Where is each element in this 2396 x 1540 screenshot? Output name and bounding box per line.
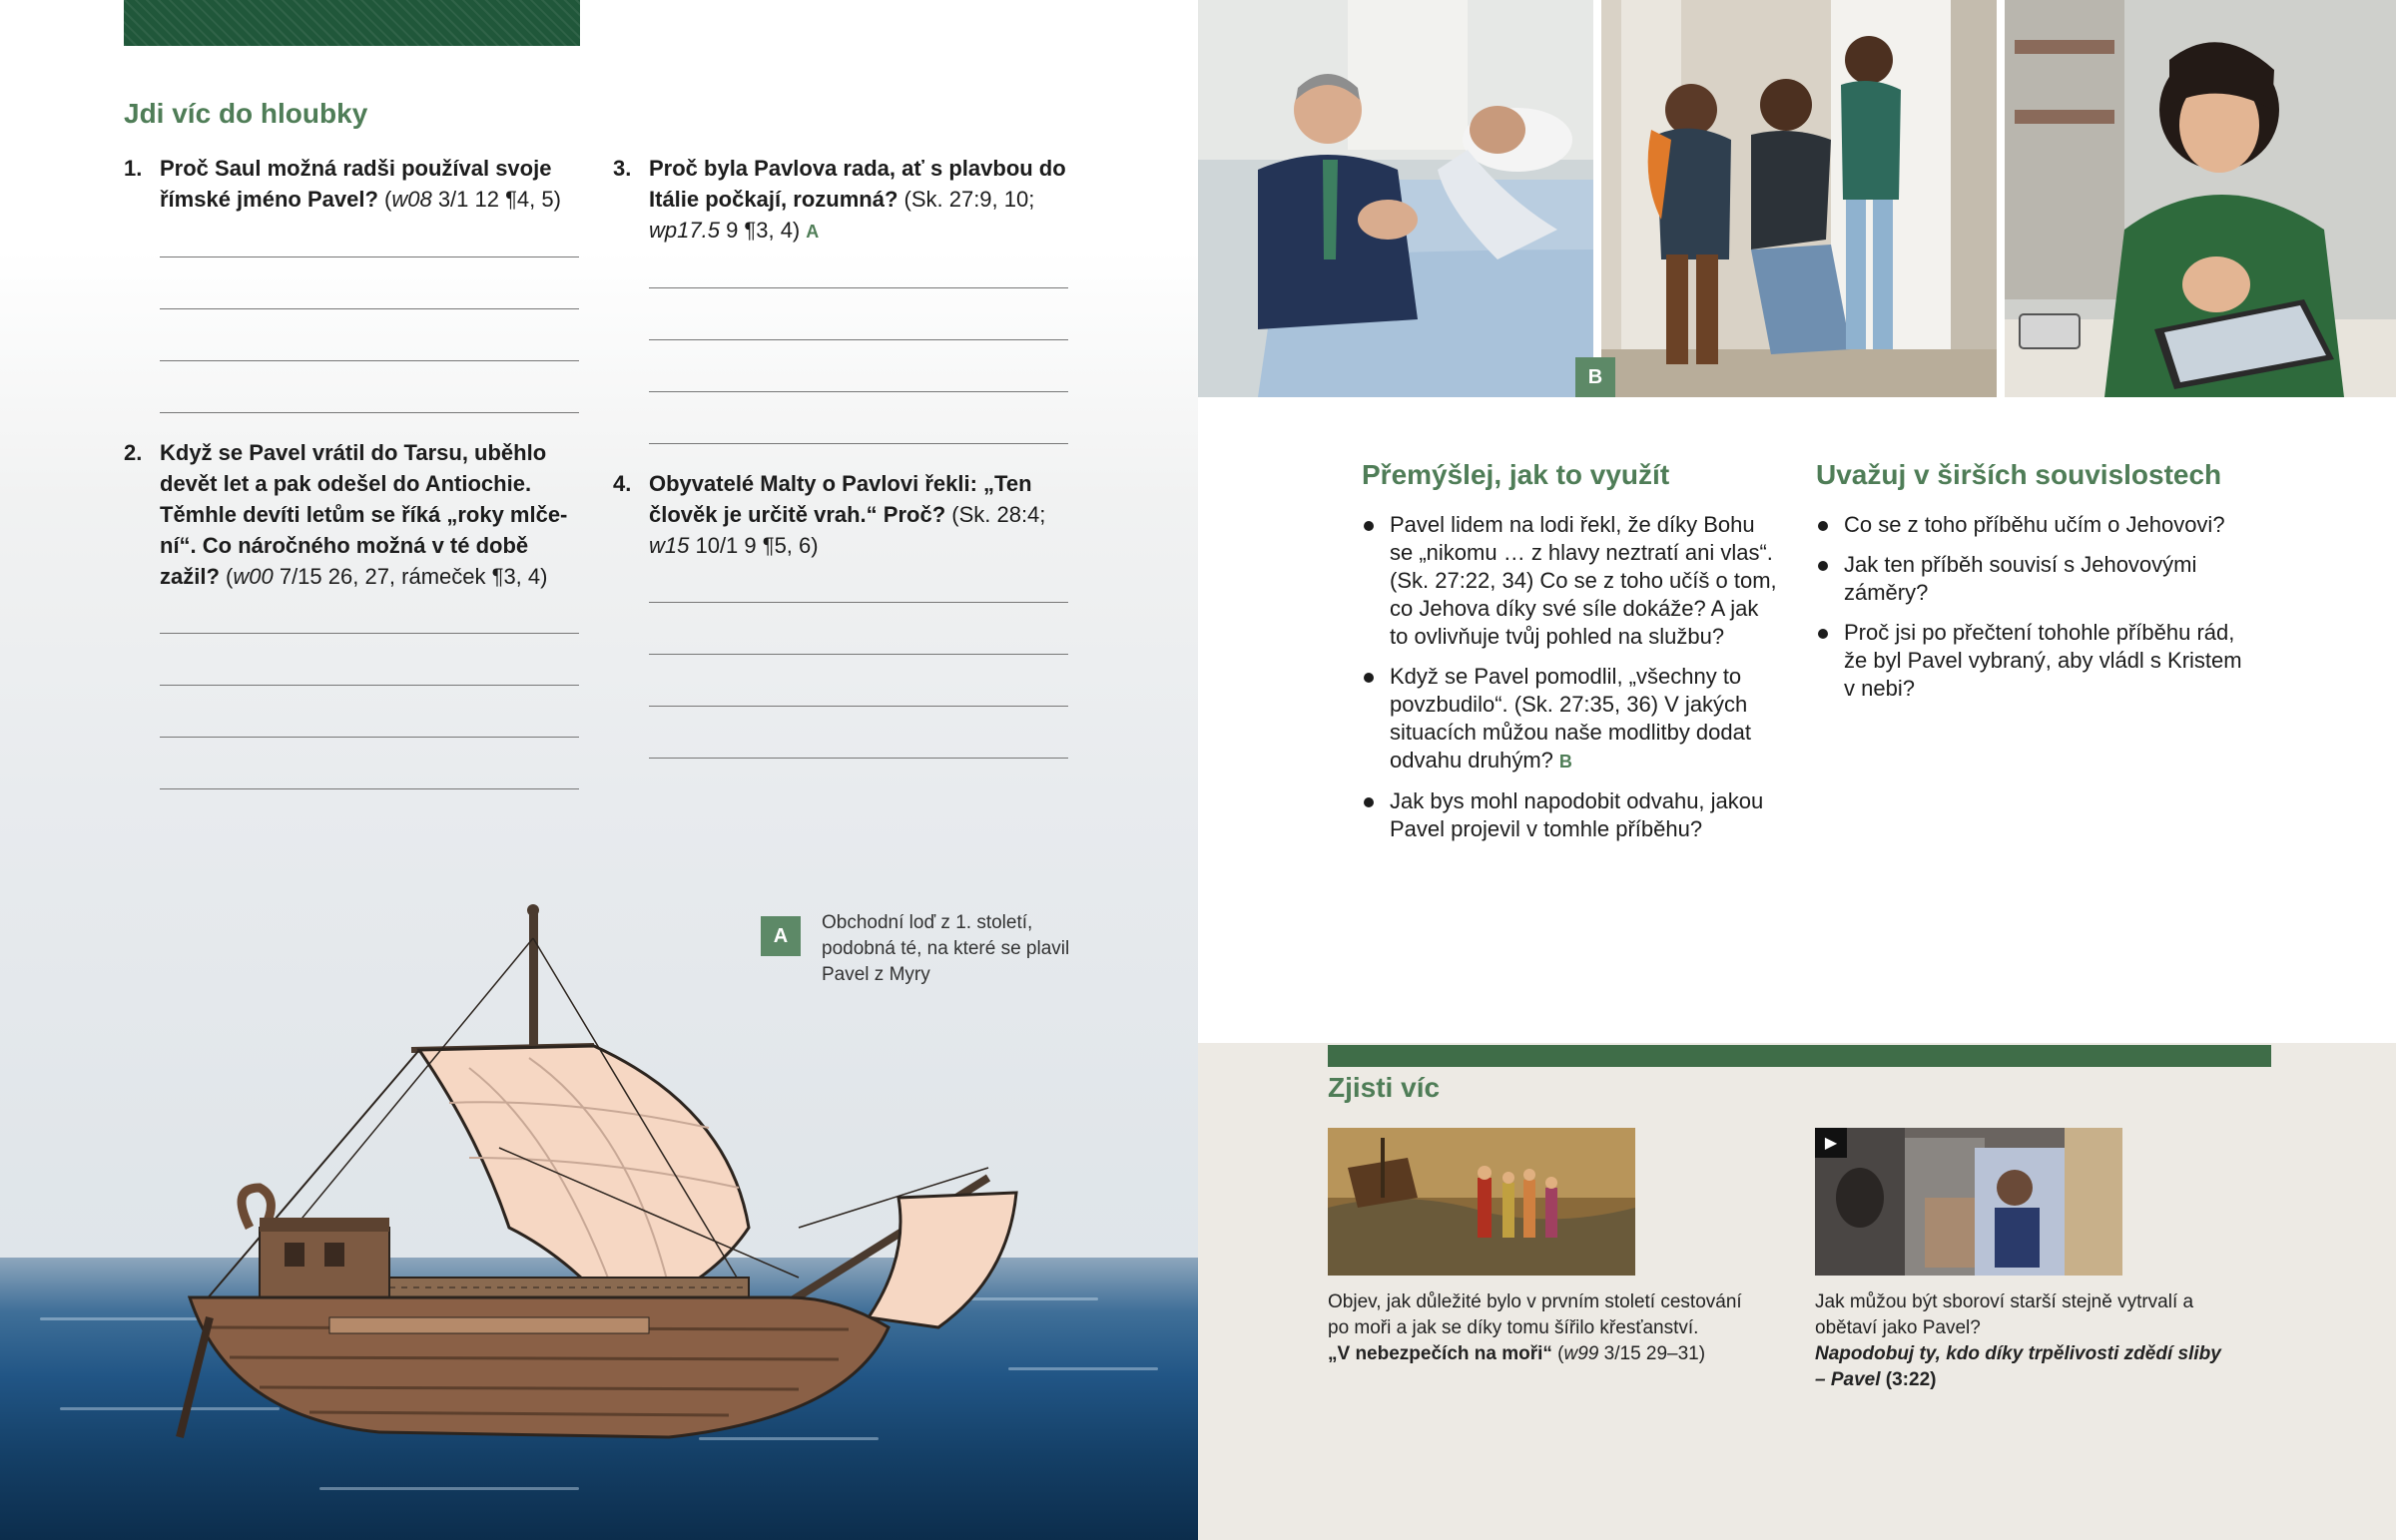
question-2: 2. Když se Pavel vrátil do Tarsu, uběhlo devět let a pak odešel do Antiochie. Těmhle devíti letům se říká „roky mlče- ní“. Co náročného možná v té době zažil? (w00 7/15 26, 27, rámeček ¶3, 4)	[160, 437, 589, 592]
reference-publication: wp17.5	[649, 218, 720, 243]
photo-family-encouragement	[1601, 0, 1997, 397]
question-text: Proč Saul možná radši používal svoje římské jméno Pavel?	[160, 156, 552, 212]
question-number: 2.	[124, 440, 143, 465]
answer-line[interactable]	[649, 339, 1068, 340]
image-reference-tag: A	[806, 222, 820, 242]
answer-line[interactable]	[160, 360, 579, 361]
answer-line[interactable]	[649, 602, 1068, 603]
play-video-icon[interactable]: ▶	[1815, 1128, 1847, 1158]
answer-line[interactable]	[649, 287, 1068, 288]
question-4: 4. Obyvatelé Malty o Pavlovi řekli: „Ten člověk je určitě vrah.“ Proč? (Sk. 28:4; w15 10/1 9 ¶5, 6)	[649, 468, 1078, 561]
image-marker-a: A	[761, 916, 801, 956]
section-divider-bar	[1328, 1045, 2271, 1067]
card-2-description: Jak můžou být sboroví starší stejně vytrvalí a obětaví jako Pavel? Napodobuj ty, kdo díky trpělivosti zdědí sliby – Pavel (3:22)	[1815, 1289, 2234, 1393]
question-number: 1.	[124, 156, 143, 181]
answer-line[interactable]	[160, 737, 579, 738]
list-item: Proč jsi po přečtení tohohle příběhu rád, že byl Pavel vybraný, aby vládl s Kristem v nebi?	[1816, 619, 2255, 703]
list-item: Jak ten příběh souvisí s Jehovovými záměry?	[1816, 551, 2255, 607]
photo-hospital-visit	[1198, 0, 1593, 397]
card-1-description: Objev, jak důležité bylo v prvním století cestování po moři a jak se díky tomu šířilo křesťanství. „V nebezpečích na moři“ (w99 3/15 29–31)	[1328, 1289, 1747, 1367]
question-text: Proč byla Pavlova rada, ať s plavbou do Itálie počkají, rozumná?	[649, 156, 1066, 212]
apply-list	[1362, 511, 1781, 855]
reference-publication: w08	[391, 187, 432, 212]
section-title-deeper: Jdi víc do hloubky	[124, 98, 368, 129]
list-item: Co se z toho příběhu učím o Jehovovi?	[1816, 511, 2255, 539]
list-item: Jak bys mohl napodobit odvahu, jakou Pavel projevil v tomhle příběhu?	[1362, 787, 1781, 843]
question-number: 3.	[613, 156, 632, 181]
answer-line[interactable]	[649, 391, 1068, 392]
photo-girl-praying	[2005, 0, 2396, 397]
question-3: 3. Proč byla Pavlova rada, ať s plavbou do Itálie počkají, rozumná? (Sk. 27:9, 10; wp17.5 9 ¶3, 4) A	[649, 153, 1078, 248]
question-1: 1. Proč Saul možná radši používal svoje římské jméno Pavel? (w08 3/1 12 ¶4, 5)	[160, 153, 589, 215]
right-page	[1198, 0, 2396, 1540]
question-number: 4.	[613, 471, 632, 496]
heading-context: Uvažuj v širších souvislostech	[1816, 459, 2222, 490]
thumbnail-shipwreck-painting[interactable]	[1328, 1128, 1635, 1276]
answer-line[interactable]	[649, 758, 1068, 759]
answer-line[interactable]	[649, 654, 1068, 655]
decorative-header-band	[124, 0, 580, 46]
question-text: Když se Pavel vrátil do Tarsu, uběhlo devět let a pak odešel do Antiochie. Těmhle devíti letům se říká „roky mlče- ní“. Co náročného možná v té době zažil?	[160, 440, 568, 589]
context-list	[1816, 511, 2255, 715]
answer-line[interactable]	[160, 308, 579, 309]
list-item: Pavel lidem na lodi řekl, že díky Bohu se „nikomu … z hlavy neztratí ani vlas“. (Sk. 27:22, 34) Co se z toho učíš o tom, co Jehova díky své síle dokáže? A jak to ovlivňuje tvůj pohled na službu?	[1362, 511, 1781, 651]
answer-line[interactable]	[160, 685, 579, 686]
reference-publication: w00	[233, 564, 274, 589]
answer-line[interactable]	[649, 443, 1068, 444]
heading-find-more: Zjisti víc	[1328, 1072, 1441, 1103]
answer-line[interactable]	[649, 706, 1068, 707]
video-link[interactable]: Napodobuj ty, kdo díky trpělivosti zdědí sliby – Pavel (3:22)	[1815, 1343, 2221, 1390]
ship-caption: Obchodní loď z 1. století, podobná té, na které se plavil Pavel z Myry	[822, 912, 1070, 985]
answer-line[interactable]	[160, 788, 579, 789]
image-reference-tag: B	[1558, 752, 1572, 771]
article-link[interactable]: „V nebezpečích na moři“ (w99 3/15 29–31)	[1328, 1343, 1706, 1364]
reference-publication: w15	[649, 533, 690, 558]
question-text: Obyvatelé Malty o Pavlovi řekli: „Ten člověk je určitě vrah.“ Proč?	[649, 471, 1032, 527]
thumbnail-video-collage[interactable]	[1815, 1128, 2122, 1276]
answer-line[interactable]	[160, 412, 579, 413]
list-item: Když se Pavel pomodlil, „všechny to povzbudilo“. (Sk. 27:35, 36) V jakých situacích můžou naše modlitby dodat odvahu druhým? B	[1362, 663, 1781, 775]
heading-apply: Přemýšlej, jak to využít	[1362, 459, 1670, 490]
image-marker-b: B	[1575, 357, 1615, 397]
answer-line[interactable]	[160, 633, 579, 634]
